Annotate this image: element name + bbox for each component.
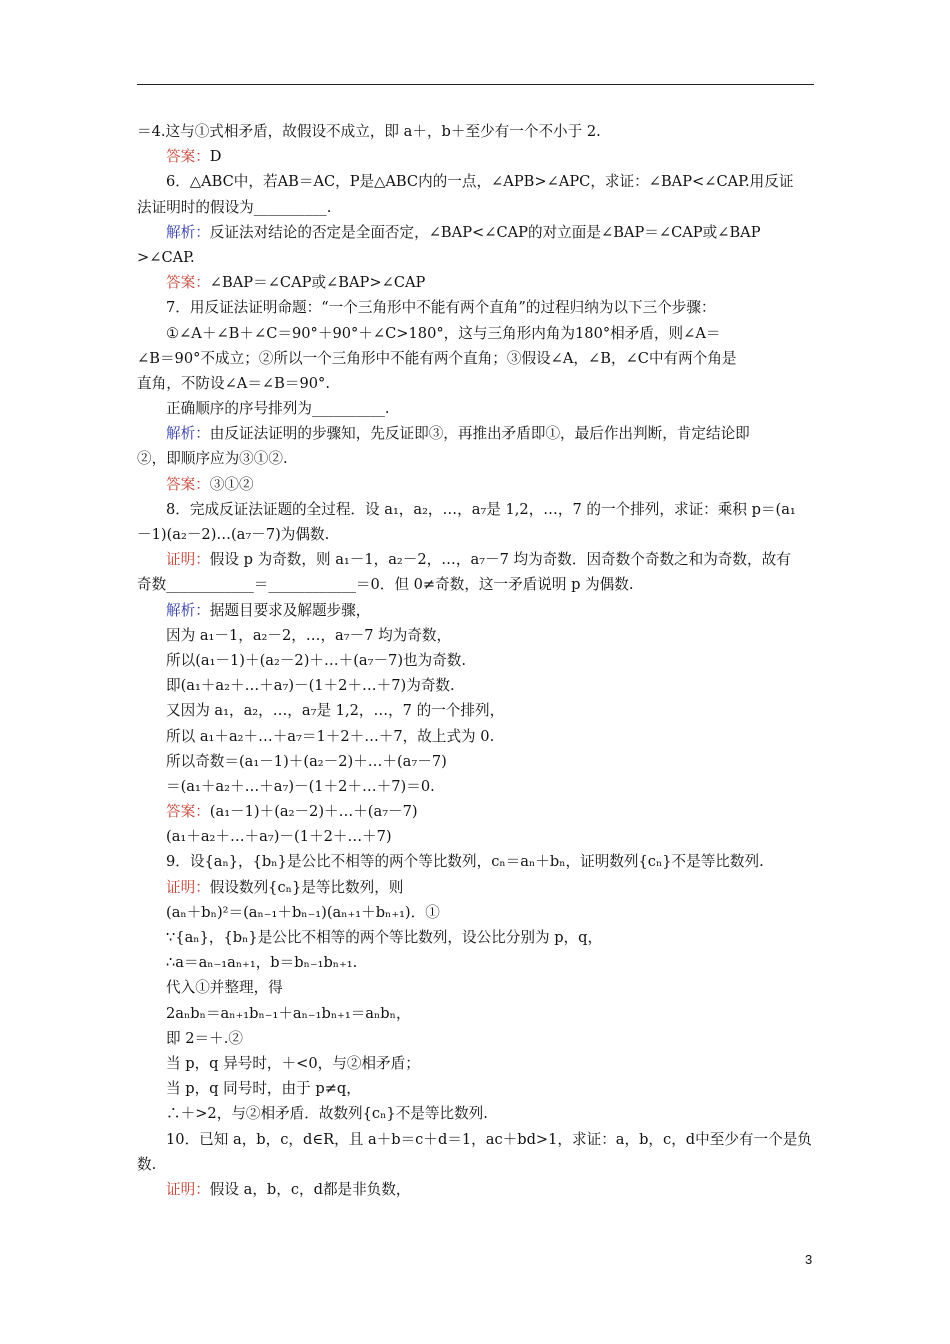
proof-label: 证明： [166, 878, 210, 896]
text-line [137, 321, 817, 346]
line-text: ∠BAP＝∠CAP或∠BAP>∠CAP [209, 274, 426, 292]
line-text: 据题目要求及解题步骤， [209, 601, 371, 619]
line-text: 假设数列{cₙ}是等比数列，则 [209, 878, 404, 896]
line-text: ＝(a₁＋a₂＋…＋a₇)－(1＋2＋…＋7)＝0. [166, 777, 435, 795]
text-line [137, 497, 817, 522]
line-text: 6．△ABC中，若AB＝AC，P是△ABC内的一点，∠APB>∠APC，求证：∠BAP<∠CAP.用反证 [166, 173, 794, 191]
line-text: ∠B＝90°不成立；②所以一个三角形中不能有两个直角；③假设∠A，∠B，∠C中有两个角是 [137, 349, 737, 367]
text-line [137, 245, 817, 270]
line-text: ＝4.这与①式相矛盾，故假设不成立，即 a＋，b＋至少有一个不小于 2. [137, 123, 601, 140]
text-line [137, 598, 817, 623]
proof-label: 证明： [166, 1180, 210, 1198]
text-line [137, 472, 817, 497]
line-text: 正确顺序的序号排列为__________. [166, 400, 390, 418]
line-text: 假设 a，b，c，d都是非负数， [209, 1180, 411, 1198]
text-line [137, 144, 817, 169]
line-text: 法证明时的假设为__________. [137, 198, 332, 216]
text-line [137, 925, 817, 950]
text-line [137, 195, 817, 220]
text-line [137, 673, 817, 698]
line-text: 2aₙbₙ＝aₙ₊₁bₙ₋₁＋aₙ₋₁bₙ₊₁＝aₙbₙ， [166, 1004, 411, 1022]
text-line [137, 975, 817, 1000]
header-rule [137, 84, 814, 85]
text-line [137, 1177, 817, 1202]
line-text: 所以 a₁＋a₂＋…＋a₇＝1＋2＋…＋7，故上式为 0. [166, 727, 495, 745]
line-text: 数. [137, 1155, 157, 1173]
line-text: 10．已知 a，b，c，d∈R，且 a＋b＝c＋d＝1，ac＋bd>1，求证：a，b，c，d中至少有一个是负 [166, 1130, 812, 1148]
line-text: (a₁＋a₂＋…＋a₇)－(1＋2＋…＋7) [166, 828, 392, 846]
line-text: ③①② [209, 475, 254, 493]
text-line [137, 295, 817, 320]
answer-label: 答案： [166, 475, 210, 493]
line-text: ∴＋>2，与②相矛盾．故数列{cₙ}不是等比数列. [166, 1105, 488, 1123]
text-line [137, 220, 817, 245]
answer-label: 答案： [166, 148, 210, 166]
line-text: (a₁－1)＋(a₂－2)＋…＋(a₇－7) [209, 803, 418, 821]
text-line [137, 1051, 817, 1076]
page-number: 3 [805, 1252, 813, 1267]
text-line [137, 1076, 817, 1101]
text-line [137, 421, 817, 446]
text-line [137, 1026, 817, 1051]
line-text: ∵{aₙ}，{bₙ}是公比不相等的两个等比数列，设公比分别为 p，q， [166, 929, 603, 946]
text-line [137, 1152, 817, 1177]
text-line [137, 648, 817, 673]
text-line [137, 1127, 817, 1152]
line-text: 当 p，q 异号时，＋<0，与②相矛盾； [166, 1054, 420, 1072]
text-line [137, 270, 817, 295]
line-text: (aₙ＋bₙ)²＝(aₙ₋₁＋bₙ₋₁)(aₙ₊₁＋bₙ₊₁)．① [166, 903, 440, 921]
text-line [137, 446, 817, 471]
text-line [137, 623, 817, 648]
line-text: 奇数____________＝____________＝0．但 0≠奇数，这一矛盾说明 p 为偶数. [137, 576, 634, 594]
text-line [137, 849, 817, 874]
text-line [137, 724, 817, 749]
text-line [137, 875, 817, 900]
analysis-label: 解析： [166, 601, 210, 619]
analysis-label: 解析： [166, 223, 210, 241]
text-line [137, 396, 817, 421]
line-text: ②，即顺序应为③①②. [137, 450, 288, 468]
text-line [137, 799, 817, 824]
text-line [137, 572, 817, 597]
text-line [137, 371, 817, 396]
answer-label: 答案： [166, 803, 210, 821]
text-line [137, 346, 817, 371]
line-text: D [209, 148, 222, 166]
line-text: ∴a＝aₙ₋₁aₙ₊₁，b＝bₙ₋₁bₙ₊₁. [166, 954, 358, 972]
line-text: 由反证法证明的步骤知，先反证即③，再推出矛盾即①，最后作出判断，肯定结论即 [209, 425, 750, 443]
answer-label: 答案： [166, 274, 210, 292]
text-line [137, 522, 817, 547]
line-text: 即(a₁＋a₂＋…＋a₇)－(1＋2＋…＋7)为奇数. [166, 677, 455, 695]
line-text: 代入①并整理，得 [166, 979, 283, 997]
line-text: 即 2＝＋.② [166, 1029, 243, 1047]
line-text: 直角，不防设∠A＝∠B＝90°. [137, 374, 330, 392]
line-text: 8．完成反证法证题的全过程．设 a₁，a₂，…，a₇是 1,2，…，7 的一个排列，求证：乘积 p＝(a₁ [166, 500, 796, 518]
text-line [137, 119, 817, 144]
text-line [137, 950, 817, 975]
line-text: 因为 a₁－1，a₂－2，…，a₇－7 均为奇数， [166, 626, 452, 644]
line-text: 当 p，q 同号时，由于 p≠q， [166, 1080, 361, 1098]
line-text: 9．设{aₙ}，{bₙ}是公比不相等的两个等比数列，cₙ＝aₙ＋bₙ，证明数列{cₙ}不是等比数列. [166, 853, 764, 871]
line-text: 又因为 a₁，a₂，…，a₇是 1,2，…，7 的一个排列， [166, 702, 505, 720]
analysis-label: 解析： [166, 425, 210, 443]
line-text: >∠CAP. [137, 248, 195, 266]
line-text: 7．用反证法证明命题：“一个三角形中不能有两个直角”的过程归纳为以下三个步骤： [166, 299, 716, 317]
line-text: 反证法对结论的否定是全面否定，∠BAP<∠CAP的对立面是∠BAP＝∠CAP或∠BAP [209, 223, 761, 241]
text-line [137, 749, 817, 774]
document-body [137, 119, 817, 1202]
line-text: 假设 p 为奇数，则 a₁－1，a₂－2，…，a₇－7 均为奇数．因奇数个奇数之和为奇数，故有 [209, 551, 791, 569]
proof-label: 证明： [166, 551, 210, 569]
text-line [137, 774, 817, 799]
text-line [137, 900, 817, 925]
text-line [137, 169, 817, 194]
text-line [137, 698, 817, 723]
text-line [137, 1001, 817, 1026]
line-text: －1)(a₂－2)…(a₇－7)为偶数. [137, 526, 330, 543]
text-line [137, 547, 817, 572]
line-text: ①∠A＋∠B＋∠C＝90°＋90°＋∠C>180°，这与三角形内角为180°相矛盾，则∠A＝ [166, 324, 721, 342]
text-line [137, 824, 817, 849]
line-text: 所以(a₁－1)＋(a₂－2)＋…＋(a₇－7)也为奇数. [166, 651, 467, 669]
line-text: 所以奇数＝(a₁－1)＋(a₂－2)＋…＋(a₇－7) [166, 752, 447, 770]
text-line [137, 1101, 817, 1126]
